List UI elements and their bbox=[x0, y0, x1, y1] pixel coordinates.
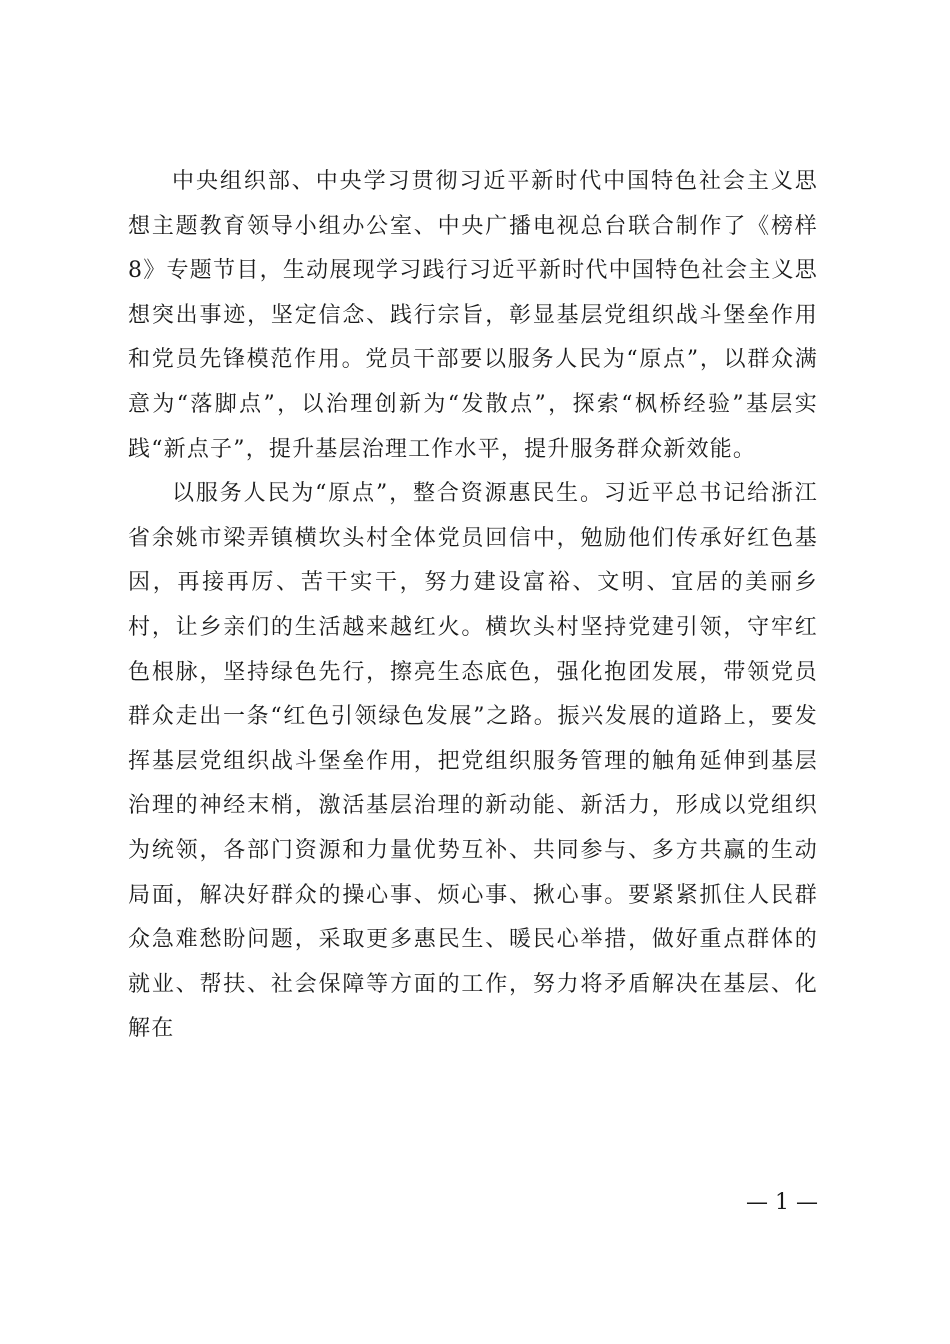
paragraph-serve-people: 以服务人民为“原点”，整合资源惠民生。习近平总书记给浙江省余姚市梁弄镇横坎头村全体党员回信中，勉励他们传承好红色基因，再接再厉、苦干实干，努力建设富裕、文明、宜居的美丽乡村，让乡亲们的生活越来越红火。横坎头村坚持党建引领，守牢红色根脉，坚持绿色先行，擦亮生态底色，强化抱团发展，带领党员群众走出一条“红色引领绿色发展”之路。振兴发展的道路上，要发挥基层党组织战斗堡垒作用，把党组织服务管理的触角延伸到基层治理的神经末梢，激活基层治理的新动能、新活力，形成以党组织为统领，各部门资源和力量优势互补、共同参与、多方共赢的生动局面，解决好群众的操心事、烦心事、揪心事。要紧紧抓住人民群众急难愁盼问题，采取更多惠民生、暖民心举措，做好重点群体的就业、帮扶、社会保障等方面的工作，努力将矛盾解决在基层、化解在 bbox=[128, 481, 818, 1042]
page-number: — 1 — bbox=[746, 1190, 818, 1215]
document-body bbox=[128, 160, 818, 1052]
paragraph-intro: 中央组织部、中央学习贯彻习近平新时代中国特色社会主义思想主题教育领导小组办公室、中央广播电视总台联合制作了《榜样8》专题节目，生动展现学习践行习近平新时代中国特色社会主义思想突出事迹，坚定信念、践行宗旨，彰显基层党组织战斗堡垒作用和党员先锋模范作用。党员干部要以服务人民为“原点”，以群众满意为“落脚点”，以治理创新为“发散点”，探索“枫桥经验”基层实践“新点子”，提升基层治理工作水平，提升服务群众新效能。 bbox=[128, 169, 818, 462]
